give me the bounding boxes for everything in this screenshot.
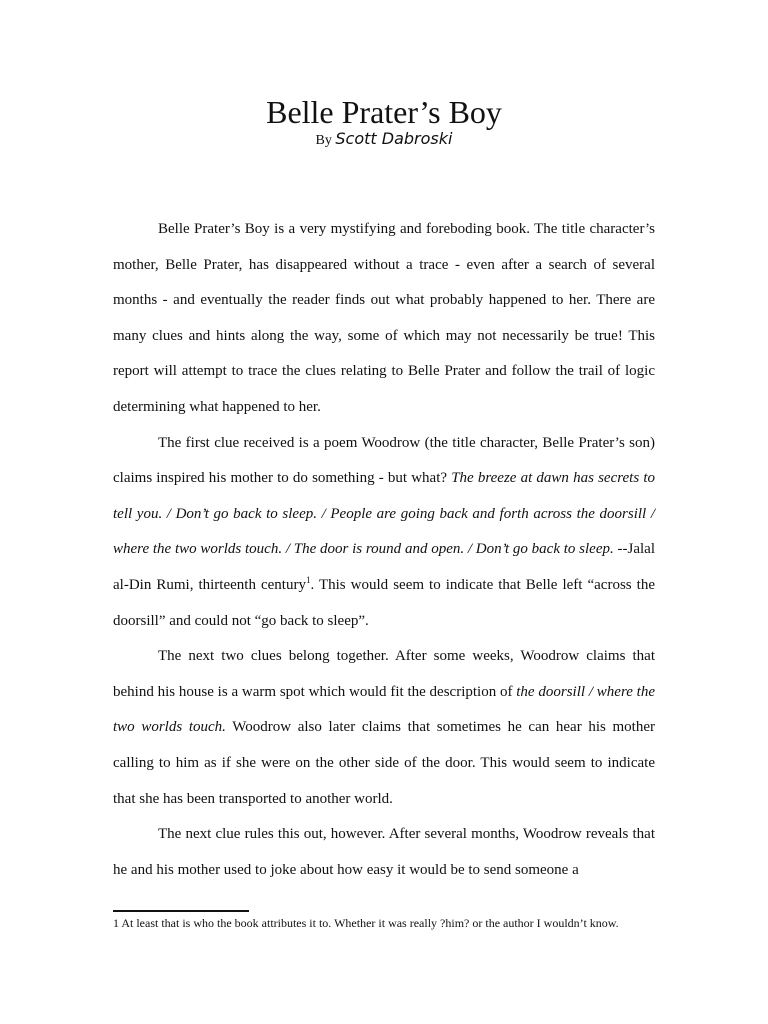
footnote-text: At least that is who the book attributes it to. Whether it was really ?him? or the author I wouldn’t know.	[119, 916, 619, 930]
byline	[0, 128, 768, 152]
poem-quote: The breeze at dawn has secrets to tell you. / Don’t go back to sleep. / People are going back and forth across the doorsill / where the two worlds touch. / The door is round and open. / Don’t go back to sleep.	[113, 470, 655, 558]
byline-prefix: By	[315, 133, 332, 148]
footnote-number: 1	[113, 916, 119, 930]
paragraph-text: . This would seem to indicate that Belle left “across the doorsill” and could not “go back to sleep”.	[113, 576, 655, 629]
paragraph-text: The next two clues belong together. After some weeks, Woodrow claims that behind his house is a warm spot which would fit the description of	[113, 648, 655, 700]
report-body	[113, 212, 655, 888]
footnote	[113, 914, 673, 932]
paragraph-text: The first clue received is a poem Woodrow (the title character, Belle Prater’s son) claims inspired his mother to do something - but what?	[113, 434, 655, 487]
paragraph-next-clue: The next clue rules this out, however. After several months, Woodrow reveals that he and his mother used to joke about how easy it would be to send someone a	[113, 826, 655, 878]
author-name: Scott Dabroski	[335, 129, 453, 148]
italic-phrase: the doorsill / where the two worlds touch.	[113, 683, 655, 736]
footnote-separator	[113, 910, 249, 912]
poem-attribution: --Jalal al-Din Rumi, thirteenth century	[113, 541, 655, 593]
page-title: Belle Prater’s Boy	[266, 94, 502, 130]
footnote-reference: 1	[305, 574, 311, 585]
paragraph-text: Woodrow also later claims that sometimes he can hear his mother calling to him as if she were on the other side of the door. This would seem to indicate that she has been transported to another world.	[113, 719, 655, 807]
paragraph-first-clue	[113, 426, 655, 640]
paragraph-intro: Belle Prater’s Boy is a very mystifying and foreboding book. The title character’s mother, Belle Prater, has disappeared without a trace - even after a search of several months - and eventually the reader finds out what probably happened to her. There are many clues and hints along the way, some of which may not necessarily be true! This report will attempt to trace the clues relating to Belle Prater and follow the trail of logic determining what happened to her.	[113, 221, 655, 415]
paragraph-next-two-clues	[113, 639, 655, 817]
